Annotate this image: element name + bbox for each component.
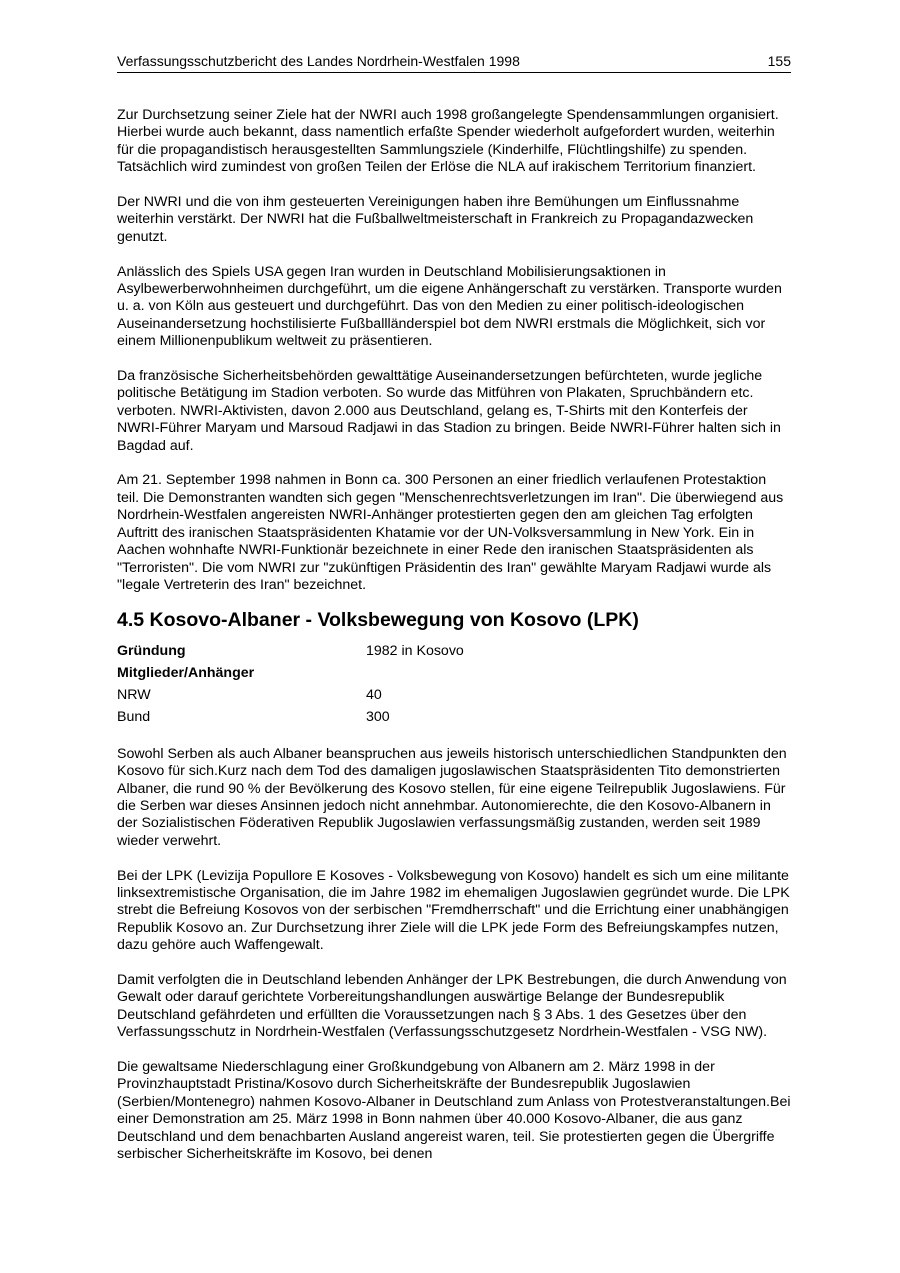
paragraph: Damit verfolgten die in Deutschland lebenden Anhänger der LPK Bestrebungen, die durch Anwendung von Gewalt oder darauf gerichtete Vorbereitungshandlungen auswärtige Belange der Bundesrepublik Deutschland gefährdeten und erfüllten die Voraussetzungen nach § 3 Abs. 1 des Gesetzes über den Verfassungsschutz in Nordrhein-Westfalen (Verfassungsschutzgesetz Nordrhein-Westfalen - VSG NW). [117, 971, 787, 1041]
paragraph: Sowohl Serben als auch Albaner beanspruchen aus jeweils historisch unterschiedlichen Standpunkten den Kosovo für sich.Kurz nach dem Tod des damaligen jugoslawischen Staatspräsidenten Tito demonstrierten Albaner, die rund 90 % der Bevölkerung des Kosovo stellen, für eine eigene Teilrepublik Jugoslawiens. Für die Serben war dieses Ansinnen jedoch nicht annehmbar. Autonomierechte, die den Kosovo-Albanern in der Sozialistischen Föderativen Republik Jugoslawien verfassungsmäßig zustanden, werden seit 1989 wieder verwehrt. [117, 745, 787, 849]
paragraph: Die gewaltsame Niederschlagung einer Großkundgebung von Albanern am 2. März 1998 in der Provinzhauptstadt Pristina/Kosovo durch Sicherheitskräfte der Bundesrepublik Jugoslawien (Serbien/Montenegro) nahmen Kosovo-Albaner in Deutschland zum Anlass von Protestveranstaltungen.Bei einer Demonstration am 25. März 1998 in Bonn nahmen über 40.000 Kosovo-Albaner, die aus ganz Deutschland und dem benachbarten Ausland angereist waren, teil. Sie protestierten gegen die Übergriffe serbischer Sicherheitskräfte im Kosovo, bei denen [117, 1058, 791, 1162]
paragraph: Am 21. September 1998 nahmen in Bonn ca. 300 Personen an einer friedlich verlaufenen Protestaktion teil. Die Demonstranten wandten sich gegen "Menschenrechtsverletzungen im Iran". Die überwiegend aus Nordrhein-Westfalen angereisten NWRI-Anhänger protestierten gegen den am gleichen Tag erfolgten Auftritt des iranischen Staatspräsidenten Khatamie vor der UN-Volksversammlung in New York. Ein in Aachen wohnhafte NWRI-Funktionär bezeichnete in einer Rede den iranischen Staatspräsidenten als "Terroristen". Die vom NWRI zur "zukünftigen Präsidentin des Iran" gewählte Maryam Radjawi wurde als "legale Vertreterin des Iran" bezeichnet. [117, 472, 784, 593]
nrw-value: 40 [366, 686, 382, 703]
page-body [117, 107, 791, 1181]
paragraph: Zur Durchsetzung seiner Ziele hat der NWRI auch 1998 großangelegte Spendensammlungen organisiert. Hierbei wurde auch bekannt, dass namentlich erfaßte Spender wiederholt aufgefordert wurden, weiterhin für die propagandistisch herausgestellten Sammlungsziele (Kinderhilfe, Flüchtlingshilfe) zu spenden. Tatsächlich wird zumindest von großen Teilen der Erlöse die NLA auf irakischem Territorium finanziert. [117, 107, 779, 176]
bund-label: Bund [117, 708, 151, 725]
bund-value: 300 [366, 708, 390, 725]
nrw-label: NRW [117, 686, 151, 703]
page-number: 155 [767, 53, 791, 69]
founding-label: Gründung [117, 642, 186, 659]
section-heading: 4.5 Kosovo-Albaner - Volksbewegung von Kosovo (LPK) [117, 608, 639, 631]
paragraph: Anlässlich des Spiels USA gegen Iran wurden in Deutschland Mobilisierungsaktionen in Asylbewerberwohnheimen durchgeführt, um die eigene Anhängerschaft zu verstärken. Transporte wurden u. a. von Köln aus gesteuert und durchgeführt. Das von den Medien zu einer politisch-ideologischen Auseinandersetzung hochstilisierte Fußballländerspiel bot dem NWRI erstmals die Möglichkeit, sich vor einem Millionenpublikum weltweit zu präsentieren. [117, 263, 782, 350]
founding-value: 1982 in Kosovo [366, 642, 464, 659]
paragraph: Der NWRI und die von ihm gesteuerten Vereinigungen haben ihre Bemühungen um Einflussnahme weiterhin verstärkt. Der NWRI hat die Fußballweltmeisterschaft in Frankreich zu Propagandazwecken genutzt. [117, 194, 754, 245]
facts-table [117, 640, 791, 728]
facts-row-bund [117, 706, 791, 728]
paragraph: Bei der LPK (Levizija Popullore E Kosoves - Volksbewegung von Kosovo) handelt es sich um eine militante linksextremistische Organisation, die im Jahre 1982 im ehemaligen Jugoslawien gegründet wurde. Die LPK strebt die Befreiung Kosovos von der serbischen "Fremdherrschaft" und die Errichtung einer unabhängigen Republik Kosovo an. Zur Durchsetzung ihrer Ziele will die LPK jede Form des Befreiungskampfes nutzen, dazu gehöre auch Waffengewalt. [117, 867, 790, 954]
facts-row-nrw [117, 684, 791, 706]
facts-row-founding [117, 640, 791, 662]
facts-row-members [117, 662, 791, 684]
paragraph: Da französische Sicherheitsbehörden gewalttätige Auseinandersetzungen befürchteten, wurde jegliche politische Betätigung im Stadion verboten. So wurde das Mitführen von Plakaten, Spruchbändern etc. verboten. NWRI-Aktivisten, davon 2.000 aus Deutschland, gelang es, T-Shirts mit den Konterfeis der NWRI-Führer Maryam und Marsoud Radjawi in das Stadion zu bringen. Beide NWRI-Führer halten sich in Bagdad auf. [117, 368, 781, 454]
running-title: Verfassungsschutzbericht des Landes Nordrhein-Westfalen 1998 [117, 53, 520, 69]
members-label: Mitglieder/Anhänger [117, 664, 255, 681]
page-header [117, 52, 791, 73]
